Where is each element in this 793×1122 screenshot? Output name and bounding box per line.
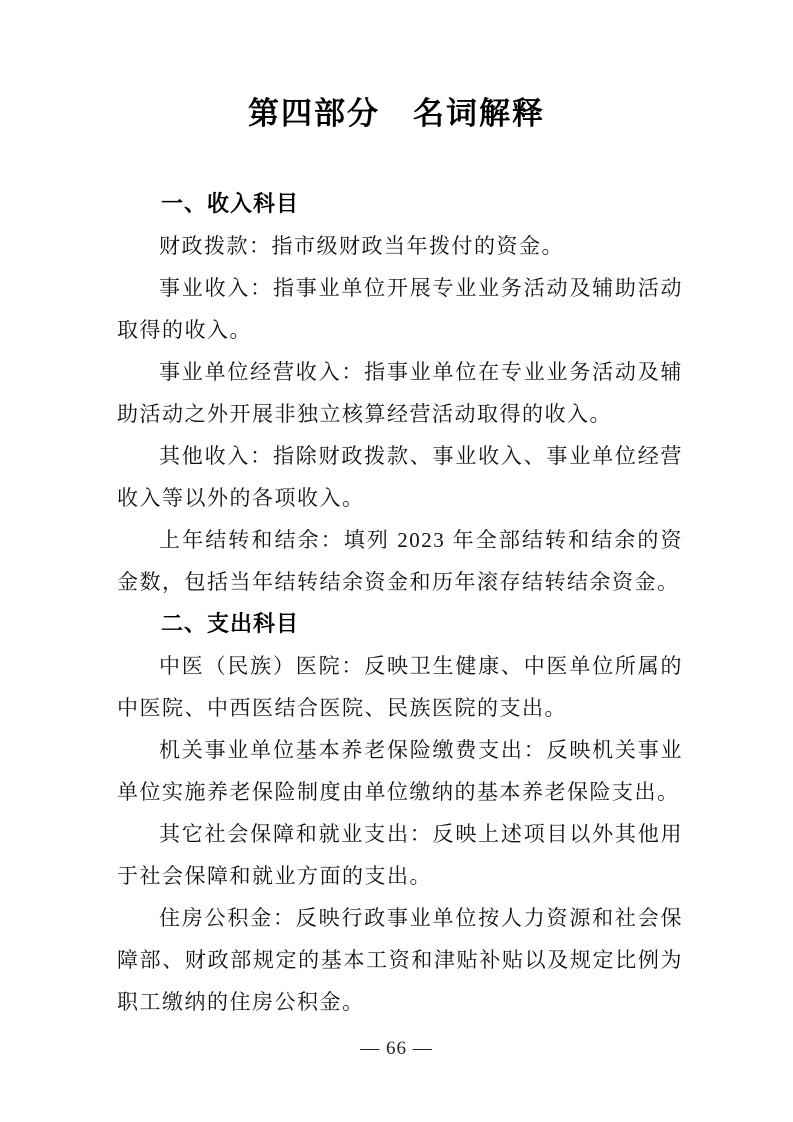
section-heading-income: 一、收入科目 [161,191,300,216]
paragraph-other-social-security: 其它社会保障和就业支出：反映上述项目以外其他用于社会保障和就业方面的支出。 [117,822,683,888]
document-body [117,183,683,1023]
page-footer [0,1038,793,1060]
paragraph-business-operating-income: 事业单位经营收入：指事业单位在专业业务活动及辅助活动之外开展非独立核算经营活动取得的收入。 [117,360,683,426]
section-heading-expenditure: 二、支出科目 [161,611,300,636]
paragraph-fiscal-appropriation: 财政拨款：指市级财政当年拨付的资金。 [159,234,564,258]
paragraph-operating-income: 事业收入：指事业单位开展专业业务活动及辅助活动取得的收入。 [117,276,683,342]
paragraph-other-income: 其他收入：指除财政拨款、事业收入、事业单位经营收入等以外的各项收入。 [117,444,683,510]
paragraph-pension-contribution: 机关事业单位基本养老保险缴费支出：反映机关事业单位实施养老保险制度由单位缴纳的基本养老保险支出。 [117,738,683,804]
page-title: 第四部分 名词解释 [248,96,545,131]
page-number: — 66 — [360,1038,433,1059]
paragraph-tcm-hospital: 中医（民族）医院：反映卫生健康、中医单位所属的中医院、中西医结合医院、民族医院的支出。 [117,654,683,720]
paragraph-housing-fund: 住房公积金：反映行政事业单位按人力资源和社会保障部、财政部规定的基本工资和津贴补贴以及规定比例为职工缴纳的住房公积金。 [117,906,683,1014]
paragraph-carryover-surplus: 上年结转和结余：填列 2023 年全部结转和结余的资金数，包括当年结转结余资金和历年滚存结转结余资金。 [117,528,683,594]
